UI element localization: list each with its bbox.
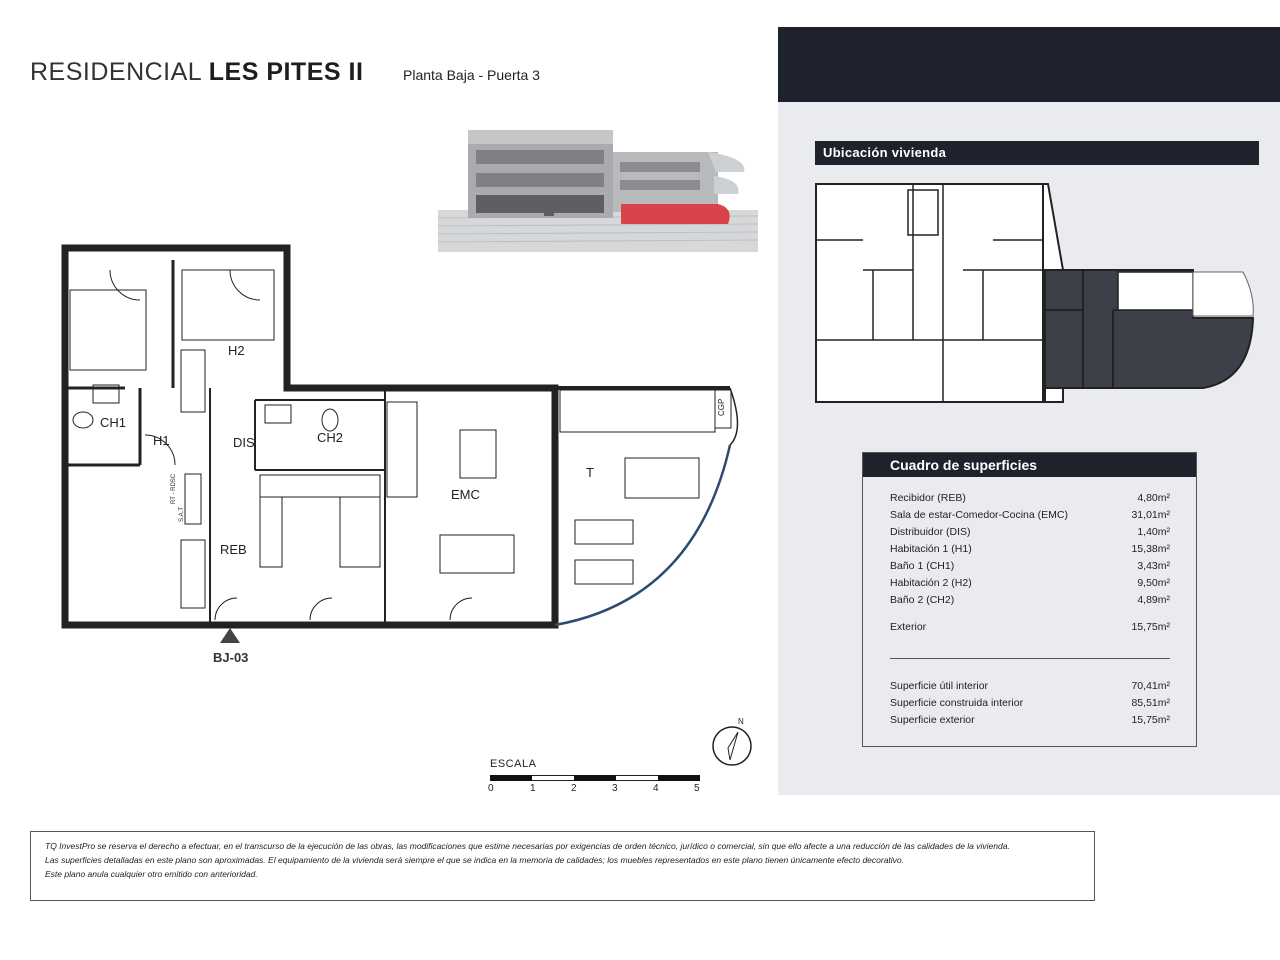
surface-row (890, 526, 1170, 538)
page-subtitle: Planta Baja - Puerta 3 (403, 67, 540, 83)
svg-text:N: N (738, 717, 744, 726)
surface-total-row (890, 680, 1170, 692)
surface-name: Superficie útil interior (890, 680, 989, 692)
scale-bar (490, 775, 700, 781)
surface-value: 1,40m² (1137, 526, 1170, 538)
surface-row (890, 492, 1170, 504)
north-compass-icon (710, 716, 754, 770)
surface-row (890, 594, 1170, 606)
surface-value: 3,43m² (1137, 560, 1170, 572)
cgp-label: CGP (717, 398, 726, 416)
scale-label: ESCALA (490, 758, 537, 770)
info-panel-header (778, 27, 1280, 102)
surface-value: 4,89m² (1137, 594, 1170, 606)
surface-value: 9,50m² (1137, 577, 1170, 589)
disclaimer-line-1: TQ InvestPro se reserva el derecho a efectuar, en el transcurso de la ejecución de las obras, las modificaciones que estime necesarias por exigencias de orden técnico, jurídico o comercial, sin que ello afecte a una reducción de las calidades de la vivienda. (45, 841, 1010, 851)
surface-name: Recibidor (REB) (890, 492, 966, 504)
surface-name: Superficie exterior (890, 714, 975, 726)
surface-name: Superficie construida interior (890, 697, 1024, 709)
scale-num-2: 2 (571, 783, 577, 794)
page-title (30, 58, 363, 87)
floor-plan (55, 240, 765, 670)
disclaimer-line-3: Este plano anula cualquier otro emitido con anterioridad. (45, 869, 258, 879)
surface-total-row (890, 714, 1170, 726)
surface-row (890, 543, 1170, 555)
scale-num-5: 5 (694, 783, 700, 794)
room-label-ch1: CH1 (100, 415, 127, 430)
surface-row (890, 509, 1170, 521)
surface-row (890, 560, 1170, 572)
room-label-h1: H1 (153, 433, 170, 448)
rt-label: RT - RDSC (171, 473, 177, 504)
disclaimer-box (30, 831, 1095, 901)
surface-row (890, 577, 1170, 589)
surfaces-divider (890, 658, 1170, 659)
disclaimer-line-2: Las superficies detalladas en este plano son aproximadas. El equipamiento de la vivienda será siempre el que se indica en la memoria de calidades; los muebles representados en este plano tienen únicamente efecto decorativo. (45, 855, 905, 865)
scale-num-4: 4 (653, 783, 659, 794)
surface-value: 70,41m² (1131, 680, 1170, 692)
surface-name: Habitación 2 (H2) (890, 577, 972, 589)
room-label-reb: REB (220, 542, 247, 557)
surface-name: Exterior (890, 621, 927, 633)
surface-value: 4,80m² (1137, 492, 1170, 504)
surface-value: 85,51m² (1131, 697, 1170, 709)
surface-value: 15,75m² (1131, 714, 1170, 726)
title-light: RESIDENCIAL (30, 58, 202, 86)
room-label-emc: EMC (451, 487, 480, 502)
building-render (438, 128, 758, 252)
surface-name: Baño 1 (CH1) (890, 560, 955, 572)
room-label-h2: H2 (228, 343, 245, 358)
entrance-label: BJ-03 (213, 650, 249, 665)
surface-name: Baño 2 (CH2) (890, 594, 955, 606)
title-bold: LES PITES II (208, 58, 364, 86)
location-floor-plan (813, 180, 1263, 406)
surface-name: Habitación 1 (H1) (890, 543, 972, 555)
room-label-dis: DIS (233, 435, 255, 450)
surfaces-title: Cuadro de superficies (863, 453, 1196, 477)
surface-total-row (890, 697, 1170, 709)
surfaces-table (862, 452, 1197, 747)
surface-name: Distribuidor (DIS) (890, 526, 971, 538)
location-title: Ubicación vivienda (815, 141, 1259, 165)
surface-row-exterior (890, 621, 1170, 633)
room-label-t: T (586, 465, 594, 480)
surface-name: Sala de estar-Comedor-Cocina (EMC) (890, 509, 1068, 521)
scale-num-1: 1 (530, 783, 536, 794)
scale-num-0: 0 (488, 783, 494, 794)
surface-value: 15,38m² (1131, 543, 1170, 555)
room-label-ch2: CH2 (317, 430, 344, 445)
surface-value: 31,01m² (1131, 509, 1170, 521)
sat-label: S.A.T (179, 506, 185, 522)
surface-value: 15,75m² (1131, 621, 1170, 633)
entrance-arrow-icon (220, 628, 240, 643)
scale-num-3: 3 (612, 783, 618, 794)
